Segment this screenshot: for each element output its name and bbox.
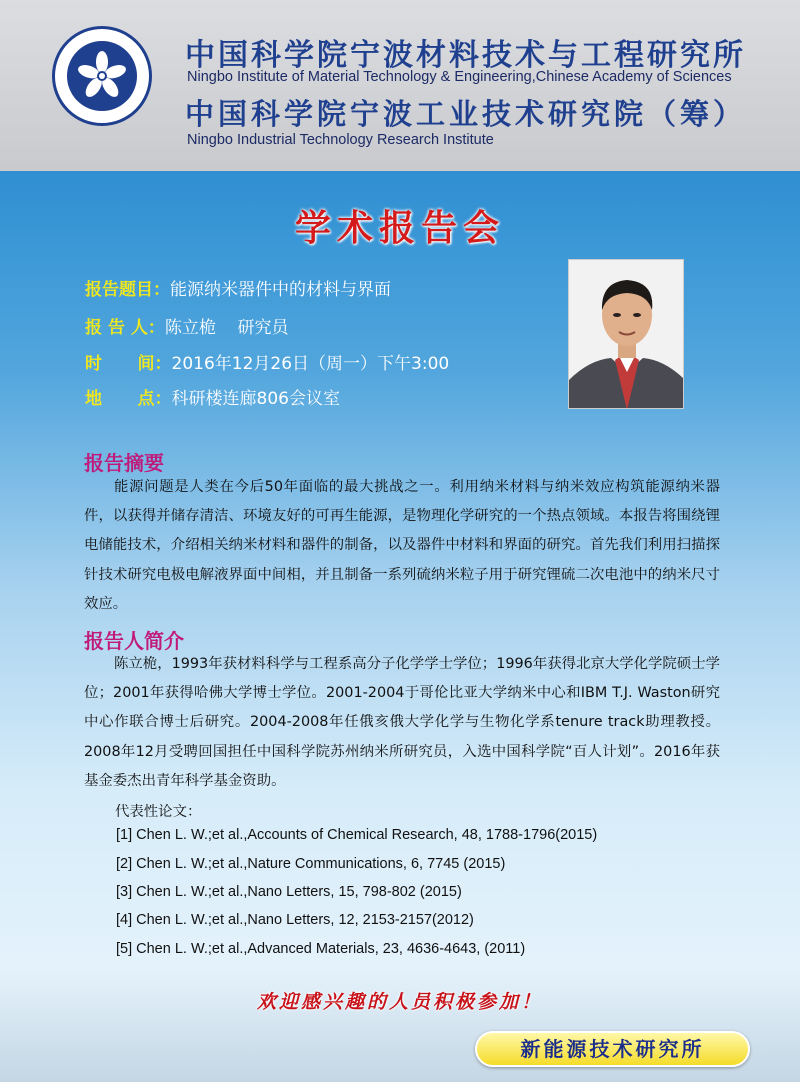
info-label: 地 点：: [85, 389, 172, 409]
info-label: 报告题目：: [85, 280, 170, 300]
department-badge: 新能源技术研究所: [475, 1031, 750, 1067]
poster-title: 学术报告会: [294, 207, 505, 249]
research-institute-name-cn: 中国科学院宁波工业技术研究院（筹）: [185, 97, 747, 131]
info-label: 时 间：: [85, 354, 172, 374]
info-time: [85, 349, 449, 374]
paper-item: [3] Chen L. W.;et al.,Nano Letters, 15, 798-802 (2015): [116, 884, 462, 900]
speaker-portrait-image: [569, 260, 684, 409]
abstract-text: 能源问题是人类在今后50年面临的最大挑战之一。利用纳米材料与纳米效应构筑能源纳米器件，以获得并储存清洁、环境友好的可再生能源，是物理化学研究的一个热点领域。本报告将围绕锂电储能技术，介绍相关纳米材料和器件的制备，以及器件中材料和界面的研究。首先我们利用扫描探针技术研究电极电解液界面中间相，并且制备一系列硫纳米粒子用于研究锂硫二次电池中的纳米尺寸效应。: [84, 479, 720, 612]
paper-item: [4] Chen L. W.;et al.,Nano Letters, 12, 2153-2157(2012): [116, 912, 474, 928]
info-value: 能源纳米器件中的材料与界面: [170, 280, 391, 300]
institute-name-cn: 中国科学院宁波材料技术与工程研究所: [185, 38, 746, 73]
research-institute-name-en: Ningbo Industrial Technology Research Institute: [187, 132, 494, 148]
paper-item: [1] Chen L. W.;et al.,Accounts of Chemical Research, 48, 1788-1796(2015): [116, 827, 598, 843]
atom-flower-icon: [67, 41, 137, 111]
paper-item: [2] Chen L. W.;et al.,Nature Communications, 6, 7745 (2015): [116, 856, 506, 872]
paper-item: [5] Chen L. W.;et al.,Advanced Materials, 23, 4636-4643, (2011): [116, 941, 526, 957]
speaker-photo: [568, 259, 684, 409]
welcome-message: 欢迎感兴趣的人员积极参加！: [256, 991, 543, 1013]
institute-name-en: Ningbo Institute of Material Technology & Engineering,Chinese Academy of Sciences: [187, 69, 732, 85]
header-banner: [0, 0, 800, 171]
bio-text: 陈立桅，1993年获材料科学与工程系高分子化学学士学位；1996年获得北京大学化学院硕士学位；2001年获得哈佛大学博士学位。2001-2004于哥伦比亚大学纳米中心和IBM T.J. Waston研究中心作联合博士后研究。2004-2008年任俄亥俄大学化学与生物化学系tenure track助理教授。2008年12月受聘回国担任中国科学院苏州纳米所研究员，入选中国科学院“百人计划”。2016年获基金委杰出青年科学基金资助。: [84, 656, 720, 789]
info-speaker: [85, 313, 288, 338]
info-location: [85, 384, 340, 409]
info-value: 陈立桅 研究员: [164, 318, 289, 338]
info-label: 报 告 人：: [85, 318, 165, 338]
abstract-heading: 报告摘要: [84, 451, 164, 475]
papers-label: 代表性论文：: [115, 804, 202, 820]
bio-heading: 报告人简介: [84, 629, 184, 653]
info-value: 2016年12月26日（周一）下午3:00: [171, 354, 450, 374]
info-topic: [85, 275, 391, 300]
info-value: 科研楼连廊806会议室: [171, 389, 340, 409]
cas-logo: [52, 26, 152, 126]
